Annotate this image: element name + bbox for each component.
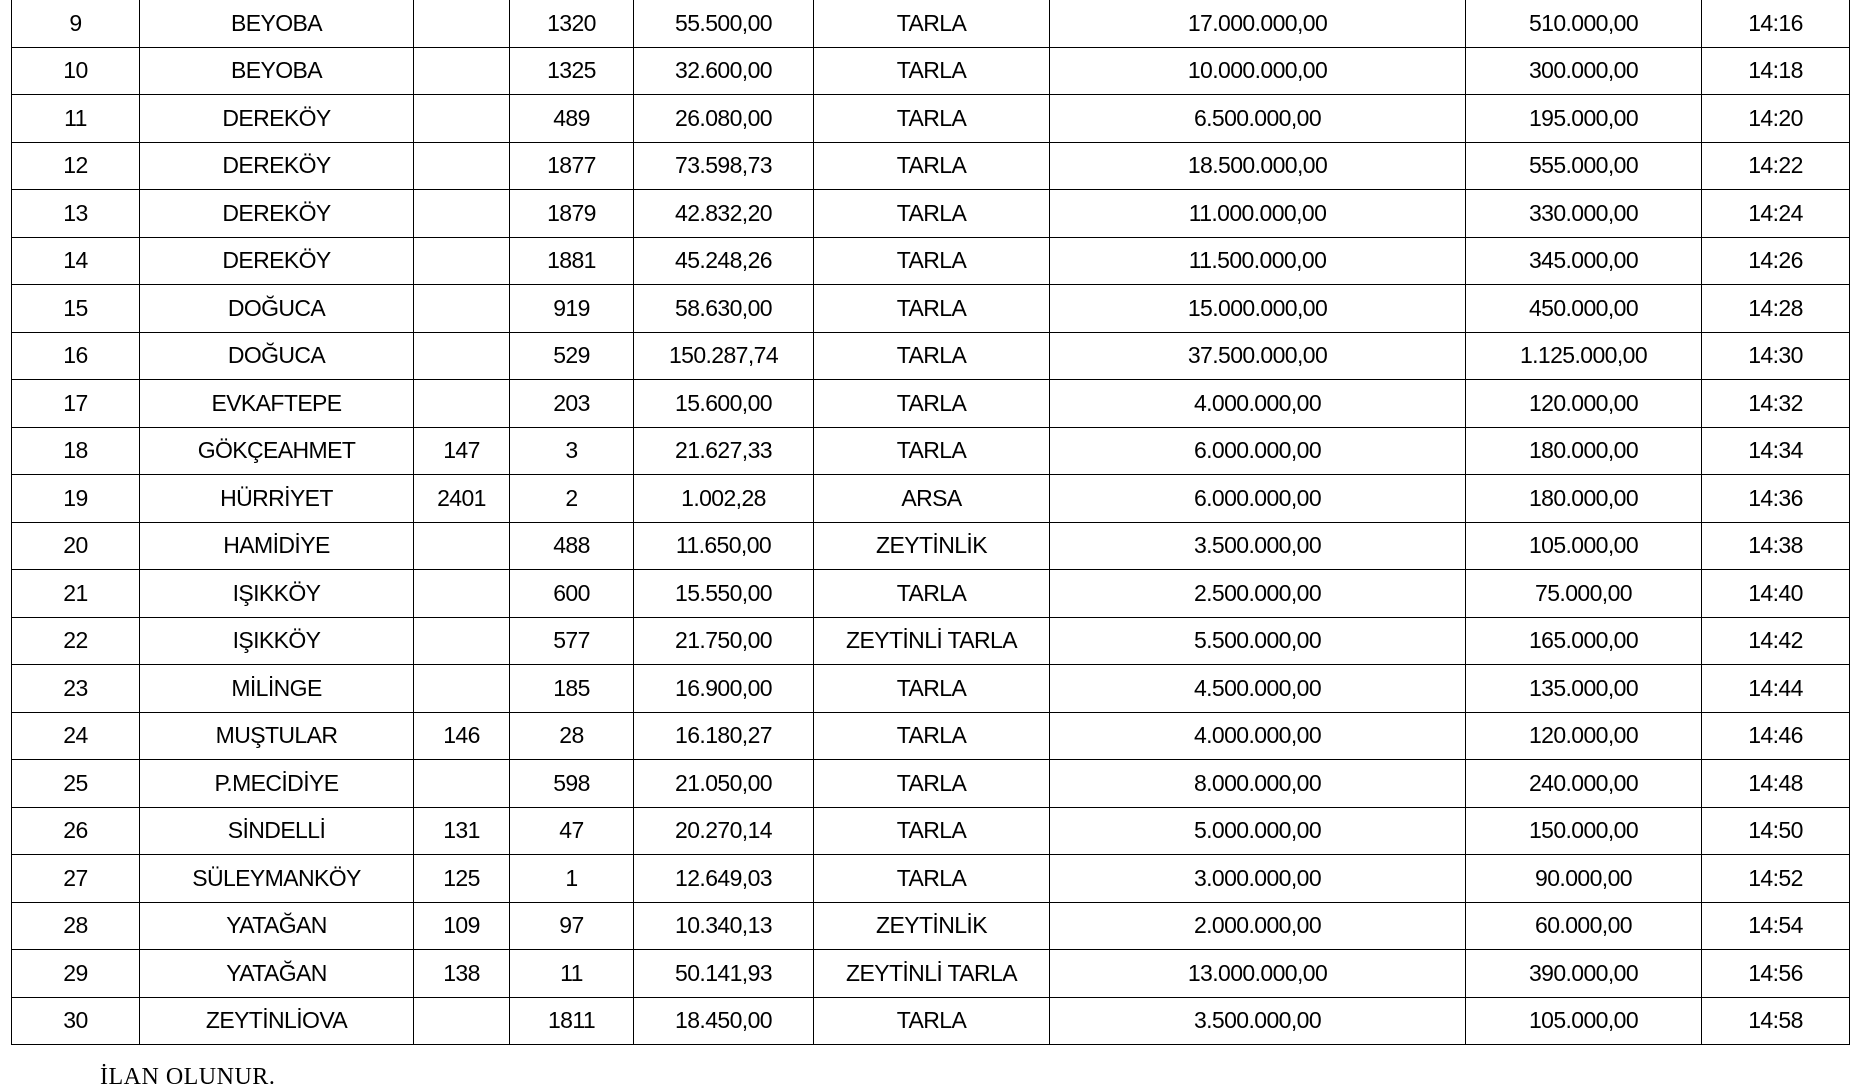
row-number-cell: 21 — [12, 570, 140, 618]
area-cell: 16.900,00 — [634, 665, 814, 713]
neighborhood-cell: DEREKÖY — [140, 142, 414, 190]
row-number-cell: 12 — [12, 142, 140, 190]
table-row — [12, 427, 1850, 475]
neighborhood-cell: DEREKÖY — [140, 237, 414, 285]
neighborhood-cell: GÖKÇEAHMET — [140, 427, 414, 475]
deposit-cell: 60.000,00 — [1466, 902, 1702, 950]
neighborhood-cell: MİLİNGE — [140, 665, 414, 713]
auction-time-cell: 14:16 — [1702, 0, 1850, 47]
row-number-cell: 27 — [12, 855, 140, 903]
auction-time-cell: 14:38 — [1702, 522, 1850, 570]
deposit-cell: 105.000,00 — [1466, 997, 1702, 1045]
parcel-number-cell: 1879 — [510, 190, 634, 238]
area-cell: 10.340,13 — [634, 902, 814, 950]
estimated-value-cell: 17.000.000,00 — [1050, 0, 1466, 47]
block-number-cell — [414, 190, 510, 238]
block-number-cell: 109 — [414, 902, 510, 950]
neighborhood-cell: P.MECİDİYE — [140, 760, 414, 808]
auction-time-cell: 14:44 — [1702, 665, 1850, 713]
estimated-value-cell: 3.500.000,00 — [1050, 997, 1466, 1045]
neighborhood-cell: IŞIKKÖY — [140, 570, 414, 618]
table-row — [12, 712, 1850, 760]
auction-time-cell: 14:26 — [1702, 237, 1850, 285]
block-number-cell — [414, 522, 510, 570]
parcel-number-cell: 529 — [510, 332, 634, 380]
parcel-number-cell: 1881 — [510, 237, 634, 285]
parcel-number-cell: 1811 — [510, 997, 634, 1045]
estimated-value-cell: 11.000.000,00 — [1050, 190, 1466, 238]
property-type-cell: TARLA — [814, 142, 1050, 190]
table-row — [12, 522, 1850, 570]
row-number-cell: 23 — [12, 665, 140, 713]
property-type-cell: TARLA — [814, 47, 1050, 95]
area-cell: 26.080,00 — [634, 95, 814, 143]
auction-time-cell: 14:46 — [1702, 712, 1850, 760]
neighborhood-cell: BEYOBA — [140, 47, 414, 95]
parcel-number-cell: 3 — [510, 427, 634, 475]
row-number-cell: 10 — [12, 47, 140, 95]
auction-time-cell: 14:40 — [1702, 570, 1850, 618]
table-row — [12, 237, 1850, 285]
block-number-cell: 146 — [414, 712, 510, 760]
table-row — [12, 570, 1850, 618]
row-number-cell: 17 — [12, 380, 140, 428]
property-type-cell: ZEYTİNLİK — [814, 902, 1050, 950]
block-number-cell — [414, 997, 510, 1045]
estimated-value-cell: 2.500.000,00 — [1050, 570, 1466, 618]
deposit-cell: 120.000,00 — [1466, 712, 1702, 760]
deposit-cell: 135.000,00 — [1466, 665, 1702, 713]
estimated-value-cell: 11.500.000,00 — [1050, 237, 1466, 285]
property-type-cell: TARLA — [814, 855, 1050, 903]
block-number-cell — [414, 617, 510, 665]
estimated-value-cell: 10.000.000,00 — [1050, 47, 1466, 95]
row-number-cell: 20 — [12, 522, 140, 570]
deposit-cell: 165.000,00 — [1466, 617, 1702, 665]
property-type-cell: TARLA — [814, 285, 1050, 333]
parcel-number-cell: 1320 — [510, 0, 634, 47]
property-type-cell: ZEYTİNLİK — [814, 522, 1050, 570]
estimated-value-cell: 3.500.000,00 — [1050, 522, 1466, 570]
area-cell: 21.750,00 — [634, 617, 814, 665]
deposit-cell: 450.000,00 — [1466, 285, 1702, 333]
neighborhood-cell: EVKAFTEPE — [140, 380, 414, 428]
table-row — [12, 190, 1850, 238]
estimated-value-cell: 15.000.000,00 — [1050, 285, 1466, 333]
parcel-number-cell: 1 — [510, 855, 634, 903]
area-cell: 15.550,00 — [634, 570, 814, 618]
table-body — [12, 0, 1850, 1045]
table-row — [12, 997, 1850, 1045]
block-number-cell — [414, 380, 510, 428]
neighborhood-cell: DOĞUCA — [140, 285, 414, 333]
property-type-cell: ZEYTİNLİ TARLA — [814, 950, 1050, 998]
parcel-number-cell: 488 — [510, 522, 634, 570]
area-cell: 73.598,73 — [634, 142, 814, 190]
deposit-cell: 555.000,00 — [1466, 142, 1702, 190]
block-number-cell — [414, 237, 510, 285]
auction-time-cell: 14:56 — [1702, 950, 1850, 998]
row-number-cell: 11 — [12, 95, 140, 143]
area-cell: 12.649,03 — [634, 855, 814, 903]
deposit-cell: 120.000,00 — [1466, 380, 1702, 428]
table-row — [12, 285, 1850, 333]
neighborhood-cell: YATAĞAN — [140, 902, 414, 950]
table-row — [12, 332, 1850, 380]
area-cell: 1.002,28 — [634, 475, 814, 523]
deposit-cell: 75.000,00 — [1466, 570, 1702, 618]
area-cell: 20.270,14 — [634, 807, 814, 855]
area-cell: 32.600,00 — [634, 47, 814, 95]
property-type-cell: TARLA — [814, 190, 1050, 238]
table-row — [12, 902, 1850, 950]
auction-time-cell: 14:48 — [1702, 760, 1850, 808]
row-number-cell: 18 — [12, 427, 140, 475]
row-number-cell: 24 — [12, 712, 140, 760]
neighborhood-cell: ZEYTİNLİOVA — [140, 997, 414, 1045]
auction-time-cell: 14:34 — [1702, 427, 1850, 475]
block-number-cell — [414, 760, 510, 808]
footer-text: İLAN OLUNUR. — [100, 1064, 276, 1090]
parcel-number-cell: 577 — [510, 617, 634, 665]
block-number-cell — [414, 95, 510, 143]
block-number-cell: 138 — [414, 950, 510, 998]
neighborhood-cell: HAMİDİYE — [140, 522, 414, 570]
auction-time-cell: 14:24 — [1702, 190, 1850, 238]
block-number-cell: 125 — [414, 855, 510, 903]
property-type-cell: ZEYTİNLİ TARLA — [814, 617, 1050, 665]
parcel-number-cell: 600 — [510, 570, 634, 618]
parcel-number-cell: 2 — [510, 475, 634, 523]
deposit-cell: 105.000,00 — [1466, 522, 1702, 570]
parcel-number-cell: 919 — [510, 285, 634, 333]
area-cell: 58.630,00 — [634, 285, 814, 333]
table-row — [12, 665, 1850, 713]
deposit-cell: 330.000,00 — [1466, 190, 1702, 238]
auction-time-cell: 14:20 — [1702, 95, 1850, 143]
neighborhood-cell: IŞIKKÖY — [140, 617, 414, 665]
neighborhood-cell: BEYOBA — [140, 0, 414, 47]
row-number-cell: 15 — [12, 285, 140, 333]
neighborhood-cell: DOĞUCA — [140, 332, 414, 380]
area-cell: 42.832,20 — [634, 190, 814, 238]
block-number-cell: 147 — [414, 427, 510, 475]
deposit-cell: 180.000,00 — [1466, 475, 1702, 523]
block-number-cell — [414, 665, 510, 713]
row-number-cell: 29 — [12, 950, 140, 998]
neighborhood-cell: DEREKÖY — [140, 95, 414, 143]
deposit-cell: 345.000,00 — [1466, 237, 1702, 285]
auction-time-cell: 14:28 — [1702, 285, 1850, 333]
area-cell: 11.650,00 — [634, 522, 814, 570]
area-cell: 45.248,26 — [634, 237, 814, 285]
neighborhood-cell: HÜRRİYET — [140, 475, 414, 523]
deposit-cell: 150.000,00 — [1466, 807, 1702, 855]
parcel-number-cell: 11 — [510, 950, 634, 998]
area-cell: 150.287,74 — [634, 332, 814, 380]
estimated-value-cell: 4.500.000,00 — [1050, 665, 1466, 713]
table-row — [12, 855, 1850, 903]
block-number-cell — [414, 332, 510, 380]
estimated-value-cell: 2.000.000,00 — [1050, 902, 1466, 950]
row-number-cell: 25 — [12, 760, 140, 808]
auction-time-cell: 14:42 — [1702, 617, 1850, 665]
property-type-cell: TARLA — [814, 570, 1050, 618]
estimated-value-cell: 5.000.000,00 — [1050, 807, 1466, 855]
auction-time-cell: 14:32 — [1702, 380, 1850, 428]
neighborhood-cell: SİNDELLİ — [140, 807, 414, 855]
block-number-cell — [414, 0, 510, 47]
deposit-cell: 180.000,00 — [1466, 427, 1702, 475]
estimated-value-cell: 37.500.000,00 — [1050, 332, 1466, 380]
neighborhood-cell: MUŞTULAR — [140, 712, 414, 760]
row-number-cell: 14 — [12, 237, 140, 285]
estimated-value-cell: 13.000.000,00 — [1050, 950, 1466, 998]
area-cell: 16.180,27 — [634, 712, 814, 760]
auction-time-cell: 14:52 — [1702, 855, 1850, 903]
estimated-value-cell: 3.000.000,00 — [1050, 855, 1466, 903]
property-type-cell: TARLA — [814, 95, 1050, 143]
area-cell: 21.627,33 — [634, 427, 814, 475]
auction-table — [11, 0, 1850, 1045]
property-type-cell: TARLA — [814, 760, 1050, 808]
auction-time-cell: 14:22 — [1702, 142, 1850, 190]
parcel-number-cell: 28 — [510, 712, 634, 760]
table-row — [12, 475, 1850, 523]
estimated-value-cell: 6.000.000,00 — [1050, 427, 1466, 475]
deposit-cell: 240.000,00 — [1466, 760, 1702, 808]
property-type-cell: TARLA — [814, 332, 1050, 380]
table-row — [12, 47, 1850, 95]
estimated-value-cell: 8.000.000,00 — [1050, 760, 1466, 808]
parcel-number-cell: 47 — [510, 807, 634, 855]
parcel-number-cell: 598 — [510, 760, 634, 808]
row-number-cell: 9 — [12, 0, 140, 47]
area-cell: 50.141,93 — [634, 950, 814, 998]
area-cell: 18.450,00 — [634, 997, 814, 1045]
estimated-value-cell: 6.000.000,00 — [1050, 475, 1466, 523]
neighborhood-cell: DEREKÖY — [140, 190, 414, 238]
estimated-value-cell: 4.000.000,00 — [1050, 380, 1466, 428]
row-number-cell: 22 — [12, 617, 140, 665]
block-number-cell: 2401 — [414, 475, 510, 523]
block-number-cell — [414, 285, 510, 333]
parcel-number-cell: 185 — [510, 665, 634, 713]
block-number-cell: 131 — [414, 807, 510, 855]
property-type-cell: TARLA — [814, 807, 1050, 855]
neighborhood-cell: SÜLEYMANKÖY — [140, 855, 414, 903]
block-number-cell — [414, 570, 510, 618]
table-row — [12, 760, 1850, 808]
deposit-cell: 195.000,00 — [1466, 95, 1702, 143]
auction-time-cell: 14:18 — [1702, 47, 1850, 95]
table-row — [12, 617, 1850, 665]
area-cell: 55.500,00 — [634, 0, 814, 47]
property-type-cell: ARSA — [814, 475, 1050, 523]
deposit-cell: 1.125.000,00 — [1466, 332, 1702, 380]
property-type-cell: TARLA — [814, 0, 1050, 47]
block-number-cell — [414, 47, 510, 95]
auction-time-cell: 14:58 — [1702, 997, 1850, 1045]
row-number-cell: 19 — [12, 475, 140, 523]
auction-time-cell: 14:54 — [1702, 902, 1850, 950]
block-number-cell — [414, 142, 510, 190]
parcel-number-cell: 489 — [510, 95, 634, 143]
row-number-cell: 30 — [12, 997, 140, 1045]
auction-table-container — [11, 0, 1849, 1045]
area-cell: 15.600,00 — [634, 380, 814, 428]
property-type-cell: TARLA — [814, 237, 1050, 285]
deposit-cell: 510.000,00 — [1466, 0, 1702, 47]
property-type-cell: TARLA — [814, 427, 1050, 475]
table-row — [12, 950, 1850, 998]
table-row — [12, 0, 1850, 47]
neighborhood-cell: YATAĞAN — [140, 950, 414, 998]
parcel-number-cell: 203 — [510, 380, 634, 428]
row-number-cell: 28 — [12, 902, 140, 950]
auction-time-cell: 14:30 — [1702, 332, 1850, 380]
estimated-value-cell: 4.000.000,00 — [1050, 712, 1466, 760]
auction-time-cell: 14:36 — [1702, 475, 1850, 523]
parcel-number-cell: 1877 — [510, 142, 634, 190]
property-type-cell: TARLA — [814, 380, 1050, 428]
table-row — [12, 95, 1850, 143]
row-number-cell: 26 — [12, 807, 140, 855]
parcel-number-cell: 1325 — [510, 47, 634, 95]
property-type-cell: TARLA — [814, 712, 1050, 760]
deposit-cell: 300.000,00 — [1466, 47, 1702, 95]
deposit-cell: 390.000,00 — [1466, 950, 1702, 998]
parcel-number-cell: 97 — [510, 902, 634, 950]
row-number-cell: 16 — [12, 332, 140, 380]
estimated-value-cell: 6.500.000,00 — [1050, 95, 1466, 143]
property-type-cell: TARLA — [814, 997, 1050, 1045]
table-row — [12, 380, 1850, 428]
property-type-cell: TARLA — [814, 665, 1050, 713]
deposit-cell: 90.000,00 — [1466, 855, 1702, 903]
area-cell: 21.050,00 — [634, 760, 814, 808]
auction-time-cell: 14:50 — [1702, 807, 1850, 855]
estimated-value-cell: 18.500.000,00 — [1050, 142, 1466, 190]
table-row — [12, 807, 1850, 855]
table-row — [12, 142, 1850, 190]
estimated-value-cell: 5.500.000,00 — [1050, 617, 1466, 665]
row-number-cell: 13 — [12, 190, 140, 238]
